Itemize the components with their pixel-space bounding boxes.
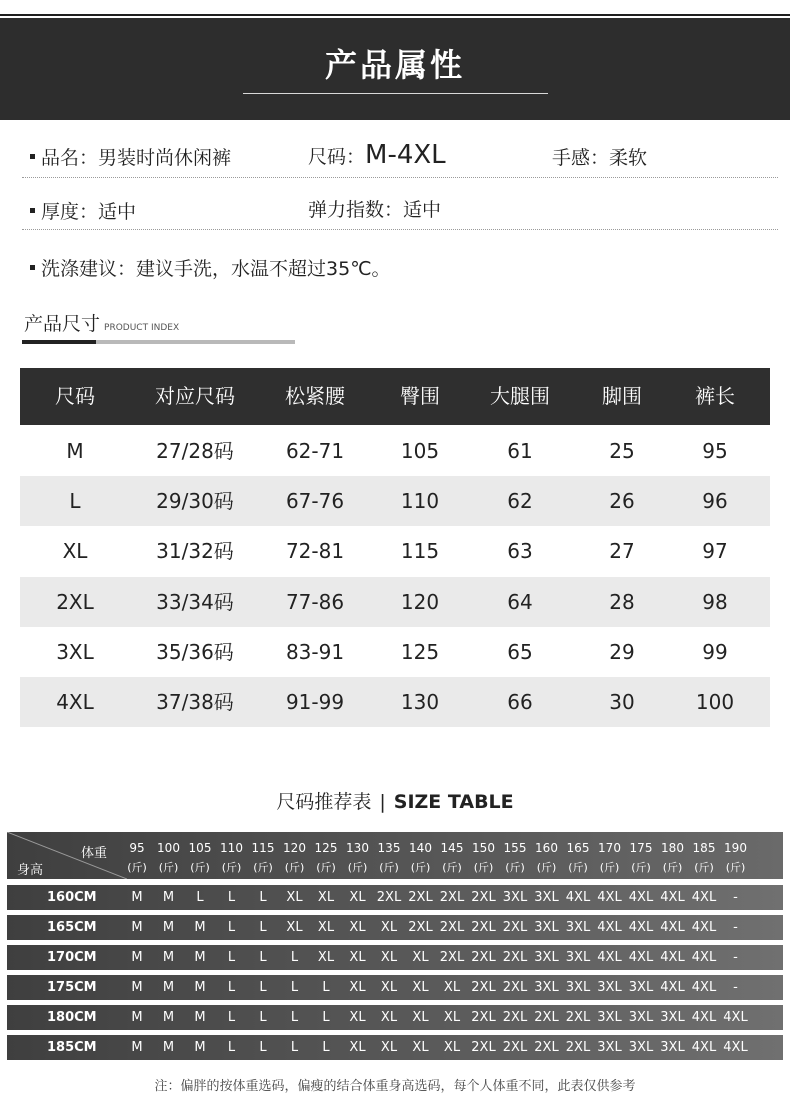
recommend-size-cell: 2XL (439, 950, 465, 965)
recommend-size-cell: 4XL (597, 950, 622, 965)
size-table-cell: 97 (702, 539, 728, 563)
recommend-size-cell: - (733, 950, 738, 965)
recommend-size-cell: 4XL (628, 890, 654, 905)
recommend-size-cell: M (162, 950, 175, 965)
weight-value: 95 (129, 841, 145, 855)
attributes-header (0, 18, 790, 120)
weight-value: 105 (188, 841, 212, 855)
attr-label: 洗涤建议： (41, 258, 137, 280)
bullet-icon (30, 154, 35, 159)
recommend-size-cell: - (733, 890, 738, 905)
attr-label: 手感： (552, 147, 610, 169)
size-col-header: 尺码 (55, 384, 95, 408)
recommend-size-cell: 4XL (628, 920, 654, 935)
recommend-size-cell: M (131, 890, 143, 905)
recommend-size-cell: XL (412, 950, 429, 965)
recommend-size-cell: 4XL (628, 950, 654, 965)
recommend-size-cell: XL (380, 1010, 398, 1025)
recommend-size-cell: L (322, 1040, 330, 1055)
size-table-row (20, 526, 770, 576)
size-col-header: 裤长 (695, 384, 735, 408)
recommend-size-cell: 3XL (628, 1010, 654, 1025)
size-col-header: 脚围 (602, 384, 642, 408)
size-table-cell: XL (62, 539, 88, 563)
attr-wash (30, 254, 391, 281)
recommend-size-cell: 4XL (597, 890, 622, 905)
recommend-table-row (7, 975, 783, 1000)
recommend-table-header (7, 832, 783, 879)
size-col-header: 大腿围 (490, 384, 550, 408)
recommend-size-cell: XL (443, 980, 461, 995)
recommend-size-cell: 3XL (660, 1010, 685, 1025)
recommend-size-cell: XL (286, 890, 303, 905)
height-label: 身高 (17, 863, 44, 878)
recommend-size-cell: 3XL (565, 950, 591, 965)
recommend-size-cell: XL (286, 920, 303, 935)
weight-unit: (斤) (158, 861, 179, 874)
weight-label: 体重 (81, 846, 108, 861)
weight-column-header (436, 832, 468, 879)
size-col-header: 松紧腰 (285, 384, 345, 408)
recommend-size-cell: 4XL (660, 890, 685, 905)
title-separator: | (379, 791, 386, 813)
weight-value: 145 (440, 841, 464, 855)
size-table-cell: 33/34码 (156, 590, 234, 614)
recommend-size-cell: XL (412, 1010, 429, 1025)
size-section-title-cn: 产品尺寸 (24, 313, 101, 335)
recommend-size-cell: 3XL (660, 1040, 685, 1055)
recommend-size-cell: 4XL (691, 1010, 717, 1025)
weight-value: 130 (346, 841, 369, 855)
weight-value: 100 (157, 841, 180, 855)
size-table-cell: 95 (702, 439, 728, 463)
recommend-size-cell: M (131, 1010, 143, 1025)
recommend-size-cell: XL (349, 950, 366, 965)
recommend-size-cell: XL (380, 1040, 398, 1055)
size-table-cell: 105 (400, 439, 440, 463)
attr-value: 适中 (98, 201, 137, 223)
recommend-table-row (7, 1005, 783, 1030)
recommend-size-cell: 2XL (565, 1040, 591, 1055)
recommend-size-cell: 3XL (565, 920, 591, 935)
weight-column-header (720, 832, 752, 879)
recommend-size-cell: L (259, 980, 267, 995)
recommend-size-cell: L (290, 1010, 299, 1025)
recommend-table-row (7, 1035, 783, 1060)
weight-value: 120 (283, 841, 306, 855)
weight-value: 190 (724, 841, 747, 855)
recommend-size-cell: L (227, 950, 236, 965)
weight-unit: (斤) (662, 861, 683, 874)
weight-value: 115 (251, 841, 275, 855)
weight-column-header (121, 832, 153, 879)
recommend-size-cell: 2XL (376, 890, 402, 905)
weight-unit: (斤) (284, 861, 305, 874)
section-bar-accent (22, 340, 96, 344)
recommend-size-cell: 3XL (534, 920, 559, 935)
size-col-header: 臀围 (400, 384, 440, 408)
recommend-size-cell: M (131, 950, 143, 965)
attr-size (308, 140, 446, 170)
recommend-size-cell: M (162, 980, 175, 995)
height-value: 185CM (47, 1040, 97, 1055)
weight-unit: (斤) (568, 861, 588, 874)
weight-unit: (斤) (190, 861, 210, 874)
recommend-size-cell: 3XL (628, 1040, 654, 1055)
recommend-table-row (7, 945, 783, 970)
weight-unit: (斤) (536, 861, 557, 874)
height-value: 165CM (47, 920, 97, 935)
weight-unit: (斤) (221, 861, 242, 874)
recommend-size-cell: L (290, 950, 299, 965)
recommend-size-cell: XL (443, 1010, 461, 1025)
recommend-size-cell: 3XL (628, 980, 654, 995)
recommend-size-cell: XL (443, 1040, 461, 1055)
weight-unit: (斤) (473, 861, 494, 874)
recommend-size-cell: 2XL (471, 920, 496, 935)
recommend-size-cell: 2XL (502, 920, 528, 935)
recommend-size-cell: M (131, 1040, 143, 1055)
size-table-cell: 62-71 (285, 439, 345, 463)
size-table-cell: 64 (507, 590, 533, 614)
recommend-size-cell: 2XL (534, 1010, 559, 1025)
recommend-size-cell: 2XL (471, 1010, 496, 1025)
recommend-size-cell: XL (349, 920, 366, 935)
weight-column-header (625, 832, 657, 879)
recommend-size-cell: XL (317, 920, 335, 935)
weight-column-header (499, 832, 531, 879)
recommend-size-cell: 3XL (502, 890, 528, 905)
recommend-title-en: SIZE TABLE (393, 791, 514, 813)
size-table-row (20, 677, 770, 727)
weight-column-header (688, 832, 720, 879)
recommend-size-cell: 2XL (471, 950, 496, 965)
size-table-cell: 3XL (56, 640, 94, 664)
size-table-cell: 110 (400, 489, 440, 513)
recommend-size-cell: L (196, 890, 204, 905)
weight-column-header (342, 832, 374, 879)
recommend-size-cell: 4XL (691, 950, 717, 965)
attr-elasticity (308, 195, 441, 222)
recommend-size-cell: 4XL (660, 950, 685, 965)
bullet-icon (30, 265, 35, 270)
attr-feel (552, 143, 647, 170)
weight-value: 110 (220, 841, 243, 855)
weight-unit: (斤) (379, 861, 399, 874)
recommend-size-cell: M (194, 920, 206, 935)
recommend-size-cell: XL (412, 1040, 429, 1055)
recommend-size-cell: XL (349, 980, 366, 995)
size-table-cell: 31/32码 (156, 539, 234, 563)
weight-unit: (斤) (442, 861, 462, 874)
weight-value: 175 (629, 841, 653, 855)
weight-unit: (斤) (725, 861, 746, 874)
size-table-row (20, 426, 770, 476)
size-table-cell: 29/30码 (156, 489, 234, 513)
recommend-size-cell: XL (349, 1010, 366, 1025)
weight-unit: (斤) (410, 861, 431, 874)
recommend-size-cell: 3XL (534, 980, 559, 995)
size-table-cell: 28 (609, 590, 635, 614)
recommend-size-cell: XL (412, 980, 429, 995)
recommend-size-cell: 2XL (408, 920, 433, 935)
weight-unit: (斤) (253, 861, 273, 874)
recommend-size-cell: 3XL (597, 1040, 622, 1055)
weight-column-header (657, 832, 689, 879)
recommend-size-cell: 3XL (597, 980, 622, 995)
weight-column-header (247, 832, 279, 879)
size-table-cell: 77-86 (285, 590, 345, 614)
recommend-size-cell: L (259, 1040, 267, 1055)
recommend-size-cell: M (194, 950, 206, 965)
size-table-row (20, 627, 770, 677)
weight-column-header (310, 832, 342, 879)
recommend-size-cell: L (290, 1040, 299, 1055)
size-table-cell: 27/28码 (156, 439, 234, 463)
recommend-size-cell: 4XL (565, 890, 591, 905)
recommend-size-cell: 4XL (691, 1040, 717, 1055)
title-underline (243, 93, 548, 94)
attr-value: 男装时尚休闲裤 (98, 147, 232, 169)
size-table-cell: 27 (609, 539, 635, 563)
recommend-table-row (7, 915, 783, 940)
weight-value: 160 (535, 841, 558, 855)
recommend-size-cell: 3XL (534, 890, 559, 905)
weight-column-header (153, 832, 185, 879)
recommend-size-cell: 4XL (660, 920, 685, 935)
recommend-size-cell: L (227, 1010, 236, 1025)
size-table-cell: 61 (507, 439, 533, 463)
size-table-cell: 72-81 (285, 539, 345, 563)
recommend-size-cell: 4XL (723, 1010, 748, 1025)
weight-column-header (468, 832, 500, 879)
size-table-cell: 25 (609, 439, 635, 463)
recommend-size-cell: L (227, 890, 236, 905)
recommend-size-cell: L (322, 1010, 330, 1025)
recommend-size-cell: M (131, 980, 143, 995)
recommend-size-cell: XL (349, 1040, 366, 1055)
size-table-cell: 120 (400, 590, 440, 614)
recommend-table-row (7, 885, 783, 910)
recommend-size-cell: 2XL (471, 1040, 496, 1055)
attr-name (30, 143, 231, 170)
recommend-size-cell: 4XL (691, 920, 717, 935)
weight-column-header (562, 832, 594, 879)
weight-value: 185 (692, 841, 716, 855)
recommend-size-cell: M (162, 1010, 175, 1025)
recommend-size-cell: XL (380, 950, 398, 965)
weight-value: 170 (598, 841, 621, 855)
recommend-size-cell: M (162, 920, 175, 935)
size-table-header (20, 368, 770, 425)
recommend-size-cell: XL (317, 950, 335, 965)
weight-value: 135 (377, 841, 401, 855)
weight-value: 125 (314, 841, 338, 855)
height-value: 170CM (47, 950, 97, 965)
weight-unit: (斤) (316, 861, 336, 874)
size-table-cell: 26 (609, 489, 635, 513)
attr-value: M-4XL (365, 140, 446, 170)
bullet-icon (30, 208, 35, 213)
height-value: 180CM (47, 1010, 97, 1025)
page-title: 产品属性 (324, 46, 465, 84)
recommend-title-cn: 尺码推荐表 (276, 791, 372, 813)
recommend-size-cell: 2XL (408, 890, 433, 905)
attr-value: 适中 (403, 199, 442, 221)
recommend-size-cell: - (733, 920, 738, 935)
size-table-cell: 30 (609, 690, 635, 714)
recommend-size-cell: 3XL (534, 950, 559, 965)
weight-unit: (斤) (694, 861, 714, 874)
size-table-cell: 100 (695, 690, 735, 714)
size-table-cell: 83-91 (285, 640, 345, 664)
recommend-size-cell: L (227, 920, 236, 935)
size-table-cell: 115 (400, 539, 440, 563)
size-table-cell: 96 (702, 489, 728, 513)
recommend-size-cell: L (322, 980, 330, 995)
attr-label: 弹力指数： (308, 199, 404, 221)
weight-value: 140 (409, 841, 432, 855)
weight-value: 155 (503, 841, 527, 855)
recommend-size-cell: 2XL (565, 1010, 591, 1025)
recommend-size-cell: 2XL (502, 950, 528, 965)
weight-unit: (斤) (347, 861, 368, 874)
recommend-size-cell: L (259, 1010, 267, 1025)
recommend-size-cell: 2XL (471, 890, 496, 905)
recommend-size-cell: 2XL (439, 890, 465, 905)
weight-value: 180 (661, 841, 684, 855)
recommend-size-cell: XL (380, 920, 398, 935)
weight-value: 150 (472, 841, 495, 855)
weight-value: 165 (566, 841, 590, 855)
size-table-row (20, 476, 770, 526)
attr-value: 建议手洗，水温不超过35℃。 (136, 258, 391, 280)
recommend-title (0, 787, 790, 814)
recommend-size-cell: 4XL (691, 890, 717, 905)
size-table-cell: 99 (702, 640, 728, 664)
recommend-size-cell: M (194, 1040, 206, 1055)
footnote: 注：偏胖的按体重选码，偏瘦的结合体重身高选码，每个人体重不同，此表仅供参考 (154, 1079, 636, 1094)
recommend-size-cell: M (194, 980, 206, 995)
attr-label: 品名： (41, 147, 99, 169)
size-table-row (20, 577, 770, 627)
recommend-size-cell: L (259, 920, 267, 935)
recommend-size-cell: L (259, 890, 267, 905)
dotted-divider (22, 229, 778, 230)
attr-label: 尺码： (308, 146, 366, 168)
recommend-size-cell: 2XL (471, 980, 496, 995)
recommend-size-cell: 4XL (691, 980, 717, 995)
attr-label: 厚度： (41, 201, 99, 223)
size-table-cell: 4XL (56, 690, 94, 714)
recommend-size-cell: 2XL (502, 980, 528, 995)
section-bar (96, 340, 295, 344)
recommend-size-cell: XL (317, 890, 335, 905)
weight-unit: (斤) (631, 861, 651, 874)
attr-thickness (30, 197, 136, 224)
height-value: 160CM (47, 890, 97, 905)
recommend-size-cell: 4XL (723, 1040, 748, 1055)
height-value: 175CM (47, 980, 97, 995)
size-col-header: 对应尺码 (155, 384, 235, 408)
weight-column-header (405, 832, 437, 879)
recommend-size-cell: 3XL (565, 980, 591, 995)
attr-value: 柔软 (609, 147, 648, 169)
recommend-size-cell: M (162, 890, 175, 905)
recommend-size-cell: 2XL (534, 1040, 559, 1055)
recommend-size-cell: L (227, 980, 236, 995)
size-table-cell: 91-99 (285, 690, 345, 714)
recommend-size-cell: L (227, 1040, 236, 1055)
recommend-size-cell: L (290, 980, 299, 995)
weight-column-header (184, 832, 216, 879)
recommend-size-cell: XL (349, 890, 366, 905)
weight-column-header (373, 832, 405, 879)
recommend-size-cell: M (194, 1010, 206, 1025)
size-table-cell: 35/36码 (156, 640, 234, 664)
size-table-cell: 98 (702, 590, 728, 614)
recommend-size-cell: 3XL (597, 1010, 622, 1025)
dotted-divider (22, 177, 778, 178)
weight-column-header (216, 832, 248, 879)
weight-unit: (斤) (599, 861, 620, 874)
size-table-cell: 63 (507, 539, 533, 563)
recommend-size-cell: M (131, 920, 143, 935)
size-table-cell: 37/38码 (156, 690, 234, 714)
weight-unit: (斤) (127, 861, 147, 874)
size-table-cell: 29 (609, 640, 635, 664)
recommend-size-cell: 2XL (502, 1040, 528, 1055)
size-table-cell: 66 (507, 690, 533, 714)
weight-column-header (531, 832, 563, 879)
size-table-cell: L (69, 489, 81, 513)
recommend-size-cell: 2XL (439, 920, 465, 935)
weight-unit: (斤) (505, 861, 525, 874)
recommend-size-cell: M (162, 1040, 175, 1055)
size-table-cell: 62 (507, 489, 533, 513)
recommend-size-cell: L (259, 950, 267, 965)
recommend-size-cell: 2XL (502, 1010, 528, 1025)
size-table-cell: 67-76 (285, 489, 345, 513)
top-divider (0, 14, 790, 16)
recommend-size-cell: - (733, 980, 738, 995)
size-table-cell: M (66, 439, 84, 463)
recommend-size-cell: XL (380, 980, 398, 995)
weight-column-header (594, 832, 626, 879)
recommend-size-cell: 4XL (597, 920, 622, 935)
recommend-size-cell: 4XL (660, 980, 685, 995)
size-table-cell: 125 (400, 640, 440, 664)
size-table-cell: 2XL (56, 590, 94, 614)
size-table-cell: 130 (400, 690, 440, 714)
size-section-title (24, 309, 179, 336)
size-table-cell: 65 (507, 640, 533, 664)
size-section-subtitle: PRODUCT INDEX (104, 323, 180, 333)
weight-column-header (279, 832, 311, 879)
